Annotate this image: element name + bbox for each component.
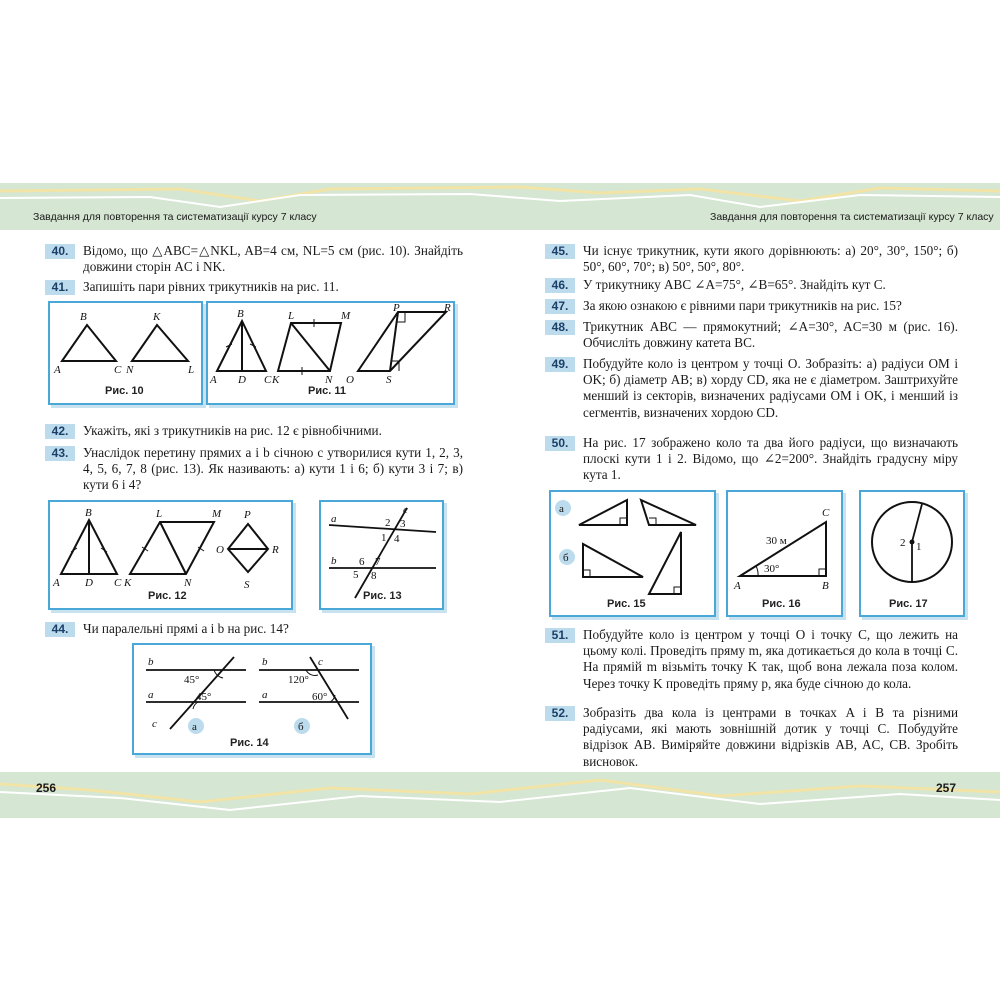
label: 8 <box>371 570 377 582</box>
label: L <box>288 310 295 322</box>
figure-caption: Рис. 10 <box>105 385 144 397</box>
label: O <box>346 374 354 386</box>
figure-caption: Рис. 17 <box>889 598 928 610</box>
label: b <box>331 555 337 567</box>
label: c <box>403 504 408 516</box>
label: 5 <box>353 569 359 581</box>
task-text: Укажіть, які з трикутників на рис. 12 є рівнобічними. <box>83 423 382 438</box>
label: 45° <box>184 674 200 686</box>
label: A <box>734 580 741 592</box>
figure-13 <box>319 500 444 610</box>
label: 7 <box>375 556 381 568</box>
task-44 <box>45 621 465 639</box>
label: 30 м <box>766 535 787 547</box>
label: P <box>393 303 400 314</box>
task-text: Трикутник ABC — прямокутний; ∠A=30°, AC=30 м (рис. 16). Обчисліть довжину катета BC. <box>583 319 958 351</box>
label: O <box>216 544 224 556</box>
badge-label: б <box>563 552 569 564</box>
badge-label: а <box>559 503 564 515</box>
task-text: Відомо, що △ABC=△NKL, AB=4 см, NL=5 см (рис. 10). Знайдіть довжини сторін AC і NK. <box>83 243 463 275</box>
label: S <box>244 579 250 591</box>
badge-label: а <box>192 721 197 733</box>
label: c <box>152 718 157 730</box>
label: a <box>331 513 337 525</box>
task-number: 48. <box>545 320 575 335</box>
label: S <box>386 374 392 386</box>
label: L <box>156 508 163 520</box>
label: B <box>80 311 87 323</box>
figure-15 <box>549 490 716 617</box>
label: 3 <box>400 518 406 530</box>
figure-17-drawing <box>861 492 963 615</box>
figure-16-drawing <box>728 492 841 615</box>
figure-15-drawing <box>551 492 714 615</box>
task-52 <box>545 705 960 771</box>
figure-10 <box>48 301 203 405</box>
label: D <box>85 577 93 589</box>
task-text: Побудуйте коло із центром у точці O і точку C, що лежить на цьому колі. Проведіть пряму m, яка дотикається до кола в точці C. На прямій m візьміть точку K так, щоб вона лежала поза колом. Через точку K проведіть пряму p, яка буде січною до кола. <box>583 627 958 691</box>
label: M <box>212 508 222 520</box>
figure-14 <box>132 643 372 755</box>
footer-band <box>0 772 1000 818</box>
label: B <box>822 580 829 592</box>
label: C <box>114 364 122 376</box>
badge-label: б <box>298 721 304 733</box>
label: 2 <box>385 517 391 529</box>
label: b <box>262 656 268 668</box>
label: 60° <box>312 691 328 703</box>
task-42 <box>45 423 465 441</box>
label: P <box>244 509 251 521</box>
task-number: 46. <box>545 278 575 293</box>
figure-16 <box>726 490 843 617</box>
label: 120° <box>288 674 309 686</box>
label: 45° <box>196 691 212 703</box>
label: N <box>184 577 192 589</box>
label: 4 <box>394 533 400 545</box>
label: a <box>262 689 268 701</box>
page-number-left: 256 <box>36 781 57 795</box>
task-text: Зобразіть два кола із центрами в точках A і B та різними радіусами, які мають зовнішній дотик у точці C. Побудуйте відрізок AB. Виміряйте довжини відрізків AB, AC, CB. Зробіть висновок. <box>583 705 958 769</box>
label: C <box>114 577 122 589</box>
figure-caption: Рис. 12 <box>148 590 187 602</box>
task-number: 41. <box>45 280 75 295</box>
label: b <box>148 656 154 668</box>
task-number: 42. <box>45 424 75 439</box>
task-46 <box>545 277 960 295</box>
label: L <box>188 364 195 376</box>
label: R <box>444 303 451 314</box>
figure-caption: Рис. 15 <box>607 598 646 610</box>
label: B <box>85 507 92 519</box>
task-45 <box>545 243 960 277</box>
task-47 <box>545 298 960 316</box>
label: 1 <box>381 532 387 544</box>
label: A <box>210 374 217 386</box>
task-number: 50. <box>545 436 575 451</box>
label: A <box>53 577 60 589</box>
task-48 <box>545 319 960 353</box>
task-number: 51. <box>545 628 575 643</box>
label: A <box>54 364 61 376</box>
task-40 <box>45 243 465 277</box>
task-number: 45. <box>545 244 575 259</box>
label: 30° <box>764 563 780 575</box>
task-text: На рис. 17 зображено коло та два його радіуси, що визначають плоскі кути 1 і 2. Відомо, що ∠2=200°. Знайдіть градусну міру кута 1. <box>583 435 958 483</box>
label: K <box>153 311 161 323</box>
task-text: Чи паралельні прямі a і b на рис. 14? <box>83 621 289 636</box>
task-number: 44. <box>45 622 75 637</box>
task-number: 52. <box>545 706 575 721</box>
task-number: 47. <box>545 299 575 314</box>
label: K <box>272 374 280 386</box>
label: K <box>124 577 132 589</box>
task-number: 43. <box>45 446 75 461</box>
footer-decoration <box>0 772 1000 818</box>
label: a <box>148 689 154 701</box>
running-title-left: Завдання для повторення та систематизації курсу 7 класу <box>33 211 317 223</box>
page-number-right: 257 <box>936 781 957 795</box>
label: R <box>272 544 279 556</box>
figure-caption: Рис. 11 <box>308 385 346 397</box>
task-text: У трикутнику ABC ∠A=75°, ∠B=65°. Знайдіть кут C. <box>583 277 886 292</box>
label: B <box>237 308 244 320</box>
task-text: За якою ознакою є рівними пари трикутників на рис. 15? <box>583 298 902 313</box>
task-number: 40. <box>45 244 75 259</box>
task-text: Побудуйте коло із центром у точці O. Зобразіть: а) радіуси OM і OK; б) діаметр AB; в) хорду CD, яка не є діаметром. Заштрихуйте менший із секторів, визначених радіусами OM і OK, і менший із сегментів, визначених хордою CD. <box>583 356 958 420</box>
figure-caption: Рис. 13 <box>363 590 402 602</box>
figure-caption: Рис. 16 <box>762 598 801 610</box>
task-number: 49. <box>545 357 575 372</box>
label: N <box>325 374 333 386</box>
figure-12 <box>48 500 293 610</box>
task-text: Унаслідок перетину прямих a і b січною c утворилися кути 1, 2, 3, 4, 5, 6, 7, 8 (рис. 13). Як називають: а) кути 1 і 6; б) кути 3 і 7; в) кути 6 і 4? <box>83 445 463 493</box>
task-41 <box>45 279 465 297</box>
figure-caption: Рис. 14 <box>230 737 269 749</box>
label: D <box>238 374 246 386</box>
label: C <box>264 374 272 386</box>
running-title-right: Завдання для повторення та систематизації курсу 7 класу <box>710 211 994 223</box>
task-43 <box>45 445 465 495</box>
label: C <box>822 507 830 519</box>
task-49 <box>545 356 960 422</box>
label: 2 <box>900 537 906 549</box>
label: c <box>318 656 323 668</box>
task-text: Чи існує трикутник, кути якого дорівнюють: а) 20°, 30°, 150°; б) 50°, 60°, 70°; в) 50°, 50°, 80°. <box>583 243 958 275</box>
label: M <box>341 310 351 322</box>
figure-17 <box>859 490 965 617</box>
label: N <box>126 364 134 376</box>
task-50 <box>545 435 960 485</box>
figure-11 <box>206 301 455 405</box>
label: 1 <box>916 541 922 553</box>
task-text: Запишіть пари рівних трикутників на рис. 11. <box>83 279 339 294</box>
task-51 <box>545 627 960 709</box>
label: 6 <box>359 556 365 568</box>
